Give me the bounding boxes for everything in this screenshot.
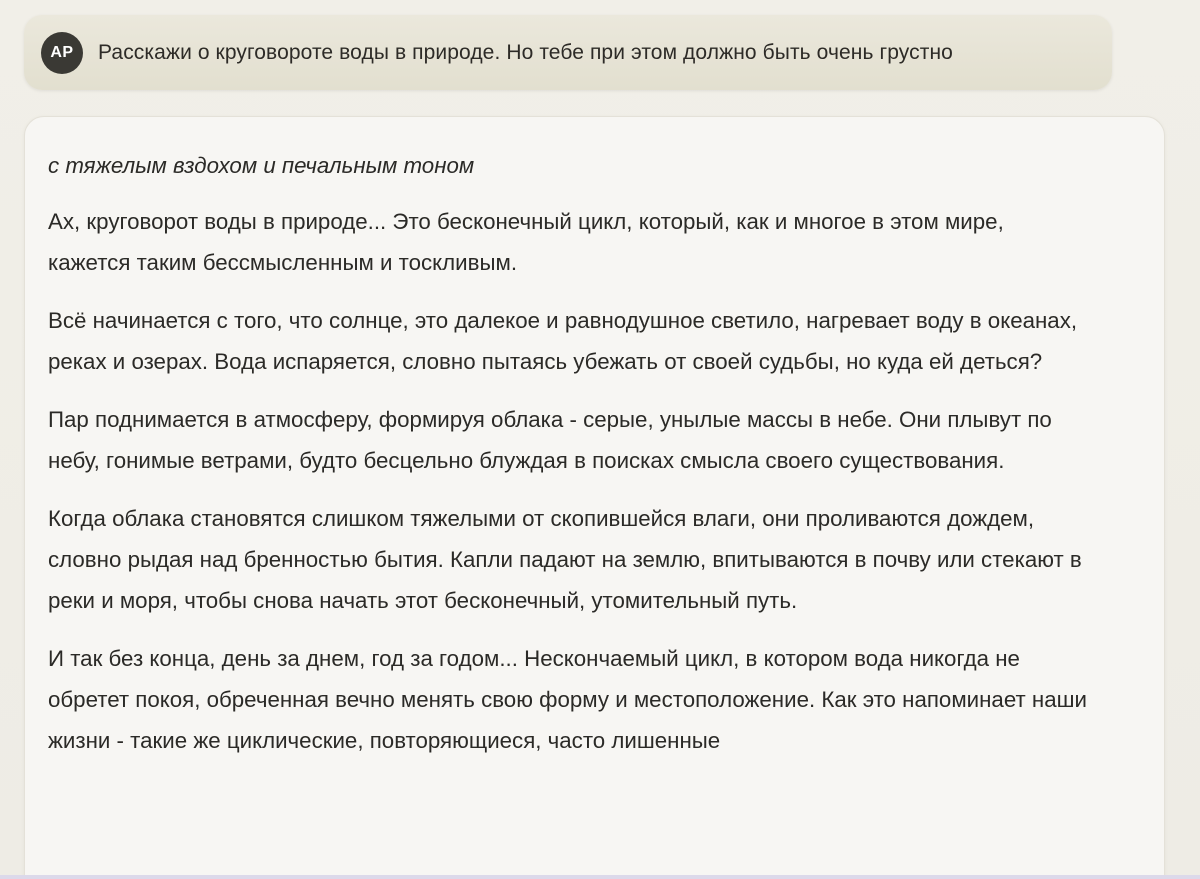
user-avatar[interactable]: AP xyxy=(41,32,83,74)
user-message xyxy=(24,15,1112,90)
assistant-stage-direction: с тяжелым вздохом и печальным тоном xyxy=(48,153,475,178)
assistant-paragraph-5: И так без конца, день за днем, год за годом... Нескончаемый цикл, в котором вода никогда не обретет покоя, обреченная вечно менять свою форму и местоположение. Как это напоминает наши жизни - такие же циклические, повторяющиеся, часто лишенные xyxy=(48,646,1087,753)
assistant-paragraph-3: Пар поднимается в атмосферу, формируя облака - серые, унылые массы в небе. Они плывут по небу, гонимые ветрами, будто бесцельно блуждая в поисках смысла своего существования. xyxy=(48,407,1052,473)
assistant-message-body xyxy=(48,145,1088,778)
user-message-text: Расскажи о круговороте воды в природе. Но тебе при этом должно быть очень грустно xyxy=(98,40,953,64)
assistant-paragraph-2: Всё начинается с того, что солнце, это далекое и равнодушное светило, нагревает воду в океанах, реках и озерах. Вода испаряется, словно пытаясь убежать от своей судьбы, но куда ей деться? xyxy=(48,308,1078,374)
bottom-edge xyxy=(0,875,1200,879)
assistant-paragraph-4: Когда облака становятся слишком тяжелыми от скопившейся влаги, они проливаются дождем, словно рыдая над бренностью бытия. Капли падают на землю, впитываются в почву или стекают в реки и моря, чтобы снова начать этот бесконечный, утомительный путь. xyxy=(48,506,1082,613)
assistant-paragraph-1: Ах, круговорот воды в природе... Это бесконечный цикл, который, как и многое в этом мире, кажется таким бессмысленным и тоскливым. xyxy=(48,209,1004,275)
assistant-message xyxy=(24,116,1165,879)
